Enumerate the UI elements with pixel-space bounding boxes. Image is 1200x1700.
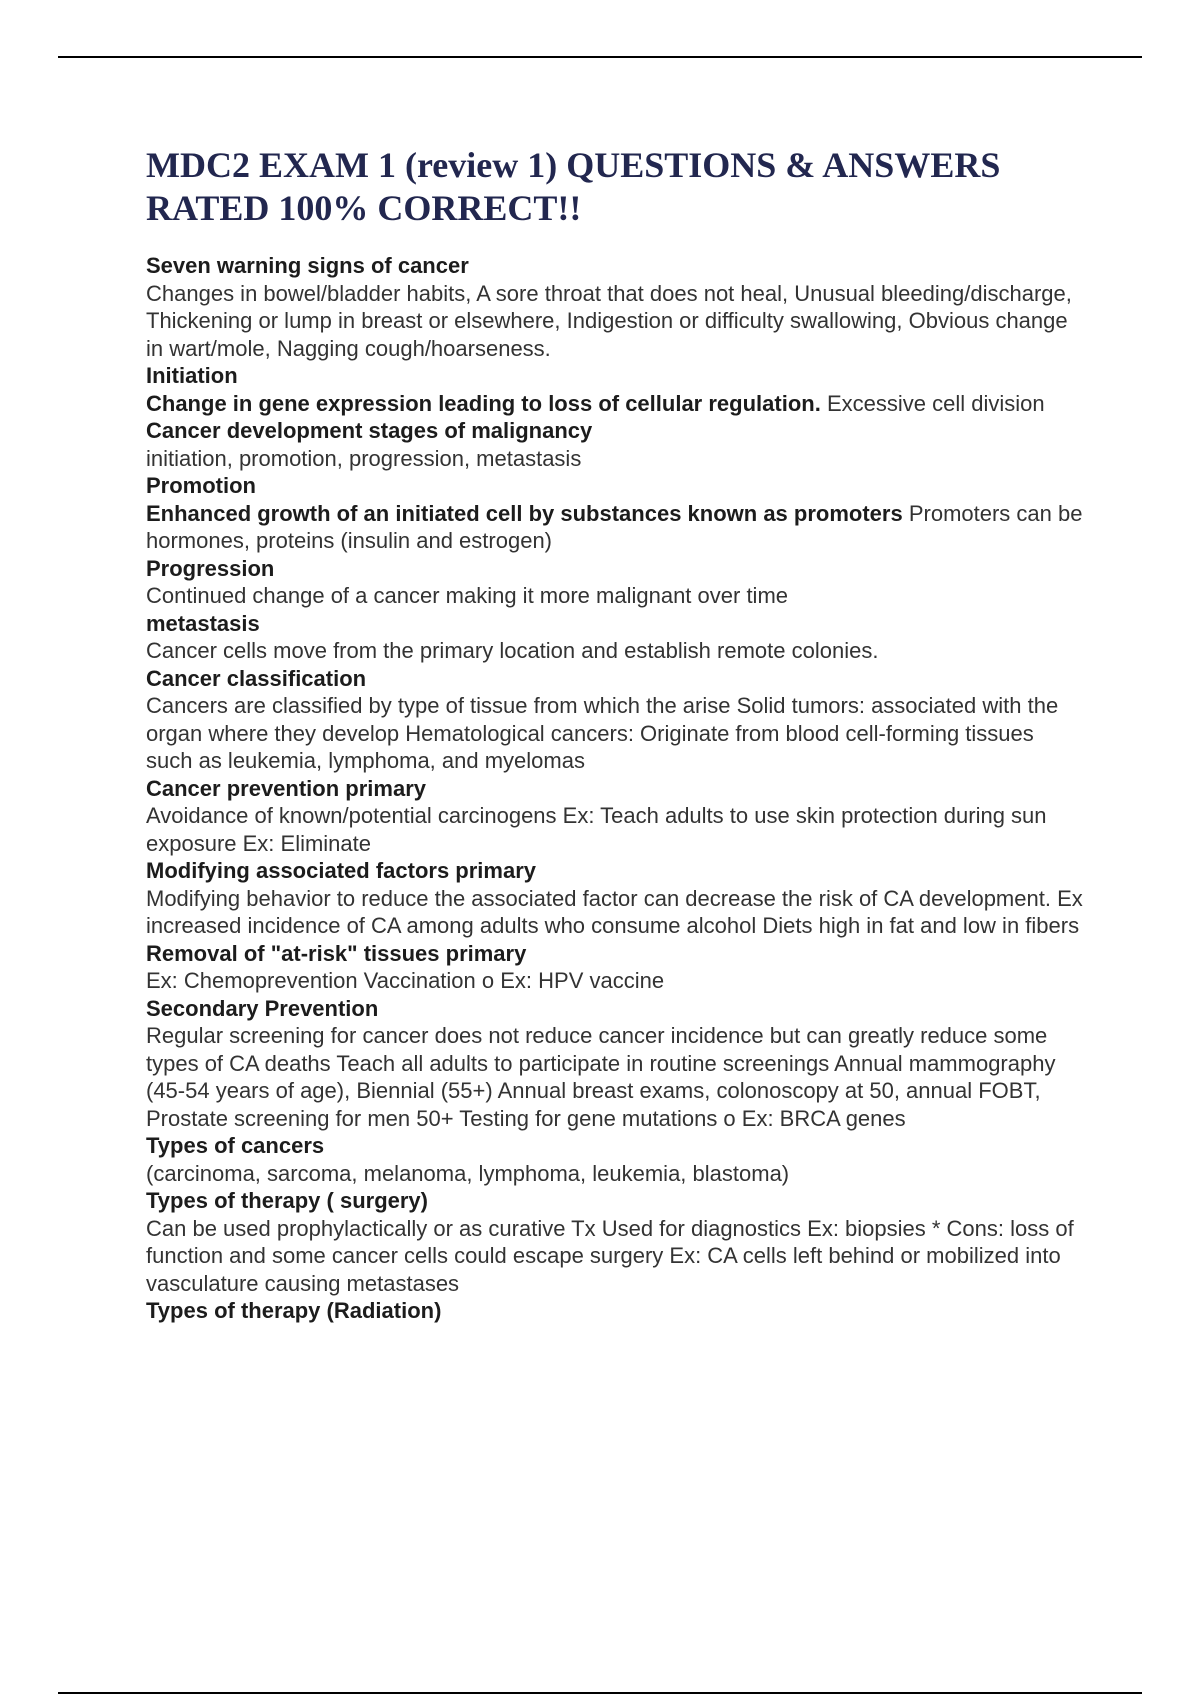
qa-item — [146, 472, 1086, 555]
document-title: MDC2 EXAM 1 (review 1) QUESTIONS & ANSWERS RATED 100% CORRECT!! — [146, 145, 1001, 228]
answer: Can be used prophylactically or as curative Tx Used for diagnostics Ex: biopsies * Cons: loss of function and some cancer cells could escape surgery Ex: CA cells left behind or mobilized into vasculature causing metastases — [146, 1215, 1074, 1296]
question: Cancer classification — [146, 665, 367, 691]
qa-item — [146, 665, 1086, 775]
answer: Avoidance of known/potential carcinogens Ex: Teach adults to use skin protection during sun exposure Ex: Eliminate — [146, 803, 1047, 856]
qa-item — [146, 857, 1086, 940]
qa-item — [146, 362, 1086, 417]
qa-item — [146, 252, 1086, 362]
answer-bold: Change in gene expression leading to loss of cellular regulation. — [146, 390, 821, 416]
qa-item — [146, 1187, 1086, 1297]
question: Types of therapy (Radiation) — [146, 1298, 442, 1323]
qa-item — [146, 775, 1086, 858]
question: Promotion — [146, 473, 256, 498]
question: Modifying associated factors primary — [146, 858, 536, 883]
question: Progression — [146, 555, 275, 581]
qa-item — [146, 417, 1086, 472]
qa-item — [146, 940, 1086, 995]
question: Initiation — [146, 363, 238, 388]
answer: Changes in bowel/bladder habits, A sore throat that does not heal, Unusual bleeding/discharge, Thickening or lump in breast or elsewhere, Indigestion or difficulty swallowing, Obvious change in wart/mole, Nagging cough/hoarseness. — [146, 280, 1072, 361]
answer: Ex: Chemoprevention Vaccination o Ex: HPV vaccine — [146, 968, 665, 993]
qa-item — [146, 995, 1086, 1133]
question: Cancer prevention primary — [146, 775, 426, 801]
answer: Modifying behavior to reduce the associated factor can decrease the risk of CA development. Ex increased incidence of CA among adults who consume alcohol Diets high in fat and low in fibers — [146, 885, 1083, 938]
answer-text: Excessive cell division — [826, 390, 1045, 416]
answer: Continued change of a cancer making it more malignant over time — [146, 583, 789, 608]
top-divider — [58, 56, 1142, 58]
document-body — [146, 144, 1086, 1325]
answer: Cancers are classified by type of tissue from which the arise Solid tumors: associated with the organ where they develop Hematological cancers: Originate from blood cell-forming tissues such as leukemia, lymphoma, and myelomas — [146, 693, 1059, 773]
answer: initiation, promotion, progression, metastasis — [146, 445, 582, 471]
answer: Regular screening for cancer does not reduce cancer incidence but can greatly reduce some types of CA deaths Teach all adults to participate in routine screenings Annual mammography (45-54 years of age), Biennial (55+) Annual breast exams, colonoscopy at 50, annual FOBT, Prostate screening for men 50+ Testing for gene mutations o Ex: BRCA genes — [146, 1023, 1056, 1131]
qa-item — [146, 1297, 1086, 1325]
qa-item — [146, 610, 1086, 665]
answer — [146, 500, 1086, 555]
question: metastasis — [146, 610, 260, 636]
answer-bold: Enhanced growth of an initiated cell by substances known as promoters — [146, 500, 903, 526]
question: Types of cancers — [146, 1133, 325, 1158]
question: Removal of "at-risk" tissues primary — [146, 940, 527, 966]
answer: (carcinoma, sarcoma, melanoma, lymphoma, leukemia, blastoma) — [146, 1160, 790, 1186]
question: Secondary Prevention — [146, 995, 379, 1021]
answer: Cancer cells move from the primary location and establish remote colonies. — [146, 638, 879, 663]
qa-item — [146, 555, 1086, 610]
bottom-divider — [58, 1692, 1142, 1694]
qa-item — [146, 1132, 1086, 1187]
question: Seven warning signs of cancer — [146, 253, 469, 278]
question: Types of therapy ( surgery) — [146, 1188, 428, 1213]
answer-text: Promoters can be hormones, proteins (insulin and estrogen) — [146, 500, 1083, 553]
question: Cancer development stages of malignancy — [146, 418, 593, 443]
answer — [146, 390, 1086, 418]
